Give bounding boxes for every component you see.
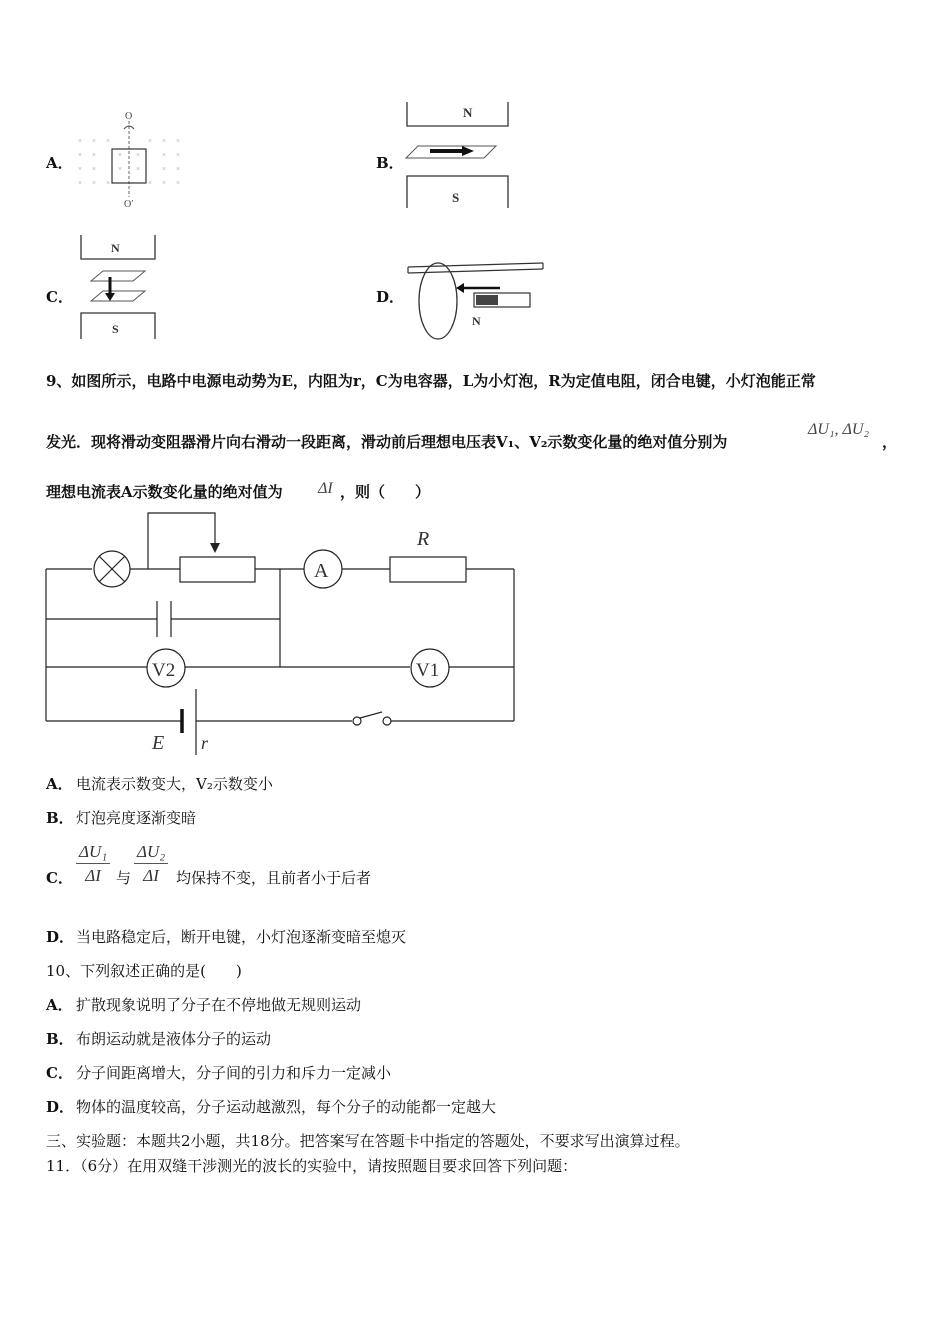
fraction-denominator: ΔI	[85, 866, 101, 885]
q9-option-c-text: 均保持不变，且前者小于后者	[176, 869, 372, 887]
q10-stem: 10、下列叙述正确的是( )	[46, 962, 242, 980]
q10-option-a-label: A．	[46, 996, 73, 1014]
q11-stem: 11．（6分）在用双缝干涉测光的波长的实验中，请按照题目要求回答下列问题：	[46, 1157, 578, 1175]
q9-option-d-label: D．	[46, 928, 75, 946]
pole-s-label: S	[112, 322, 119, 336]
svg-text:×: ×	[78, 137, 82, 145]
svg-text:×: ×	[162, 151, 166, 159]
svg-text:×: ×	[148, 137, 152, 145]
svg-text:×: ×	[92, 179, 96, 187]
q9-stem-line3: 理想电流表A示数变化量的绝对值为	[46, 483, 283, 501]
pole-n-label: N	[463, 105, 473, 120]
section-three-heading: 三、实验题：本题共2小题，共18分。把答案写在答题卡中指定的答题处，不要求写出演算过程。	[46, 1132, 690, 1150]
q9-option-a-text: 电流表示数变大，V₂示数变小	[76, 775, 273, 793]
fraction-numerator: ΔU₂	[134, 842, 168, 864]
axis-top-label: O	[125, 111, 133, 122]
q10-option-b-label: B．	[46, 1030, 74, 1048]
resistor-symbol	[390, 557, 466, 582]
svg-text:×: ×	[106, 137, 110, 145]
internal-resistance-label: r	[201, 733, 209, 753]
svg-text:×: ×	[148, 179, 152, 187]
svg-text:×: ×	[176, 151, 180, 159]
svg-text:×: ×	[78, 165, 82, 173]
q10-option-d-label: D．	[46, 1098, 75, 1116]
emf-label: E	[152, 732, 165, 754]
q9-stem-line1: 9、如图所示，电路中电源电动势为E，内阻为r，C为电容器，L为小灯泡，R为定值电阻，闭合电键，小灯泡能正常	[46, 372, 816, 390]
switch-contact	[383, 717, 391, 725]
fraction-du1-di	[76, 842, 110, 886]
svg-text:×: ×	[162, 179, 166, 187]
q9-option-b-label: B．	[46, 809, 74, 827]
q9-stem-line2: 发光．现将滑动变阻器滑片向右滑动一段距离，滑动前后理想电压表V₁、V₂示数变化量的绝对值分别为	[46, 433, 728, 451]
pole-s-label: S	[452, 190, 460, 205]
fraction-numerator: ΔU₁	[76, 842, 110, 864]
svg-text:×: ×	[176, 179, 180, 187]
switch-contact	[353, 717, 361, 725]
figure-coil-between-poles-horizontal	[400, 100, 515, 210]
voltmeter-v2-label: V2	[152, 660, 176, 681]
q10-option-d-text: 物体的温度较高，分子运动越激烈，每个分子的动能都一定越大	[76, 1098, 497, 1116]
pole-n-label: N	[111, 241, 120, 255]
figure-rotating-coil-in-field	[70, 105, 190, 210]
q9-option-c-label: C．	[46, 869, 73, 887]
option-d-label: D．	[376, 288, 405, 306]
q9-option-a-label: A．	[46, 775, 73, 793]
svg-text:×: ×	[106, 179, 110, 187]
svg-text:×: ×	[162, 137, 166, 145]
q9-option-b-text: 灯泡亮度逐渐变暗	[76, 809, 197, 827]
svg-text:×: ×	[92, 151, 96, 159]
q9-option-c-and: 与	[116, 869, 132, 887]
q10-option-a-text: 扩散现象说明了分子在不停地做无规则运动	[76, 996, 362, 1014]
svg-text:×: ×	[92, 137, 96, 145]
option-a-label: A．	[46, 154, 73, 172]
svg-text:×: ×	[78, 179, 82, 187]
q9-comma: ，	[882, 433, 898, 451]
svg-text:×: ×	[136, 165, 140, 173]
axis-bottom-label: O′	[124, 199, 134, 210]
svg-text:×: ×	[92, 165, 96, 173]
svg-text:×: ×	[78, 151, 82, 159]
circuit-diagram	[40, 505, 525, 760]
delta-u-expression: ΔU₁, ΔU₂	[808, 421, 870, 438]
q10-option-b-text: 布朗运动就是液体分子的运动	[76, 1030, 272, 1048]
svg-text:×: ×	[162, 165, 166, 173]
rheostat-symbol	[180, 557, 255, 582]
switch-blade	[360, 712, 382, 718]
q10-option-c-label: C．	[46, 1064, 73, 1082]
svg-text:×: ×	[118, 165, 122, 173]
svg-text:×: ×	[118, 151, 122, 159]
fraction-du2-di	[134, 842, 168, 886]
resistor-r-label: R	[417, 528, 430, 550]
figure-coil-between-poles-vertical	[75, 233, 165, 343]
ammeter-label: A	[314, 560, 329, 582]
svg-text:×: ×	[136, 151, 140, 159]
option-c-label: C．	[46, 288, 73, 306]
q10-option-c-text: 分子间距离增大，分子间的引力和斥力一定减小	[76, 1064, 392, 1082]
figure-magnet-and-ring	[400, 255, 550, 345]
q9-stem-line3-end: ，则（ ）	[340, 483, 431, 501]
magnet-n-label: N	[472, 314, 481, 328]
voltmeter-v1-label: V1	[416, 660, 440, 681]
option-b-label: B．	[376, 154, 404, 172]
delta-i-expression: ΔI	[318, 480, 333, 497]
svg-text:×: ×	[176, 137, 180, 145]
svg-text:×: ×	[176, 165, 180, 173]
q9-option-d-text: 当电路稳定后，断开电键，小灯泡逐渐变暗至熄灭	[76, 928, 407, 946]
fraction-denominator: ΔI	[143, 866, 159, 885]
